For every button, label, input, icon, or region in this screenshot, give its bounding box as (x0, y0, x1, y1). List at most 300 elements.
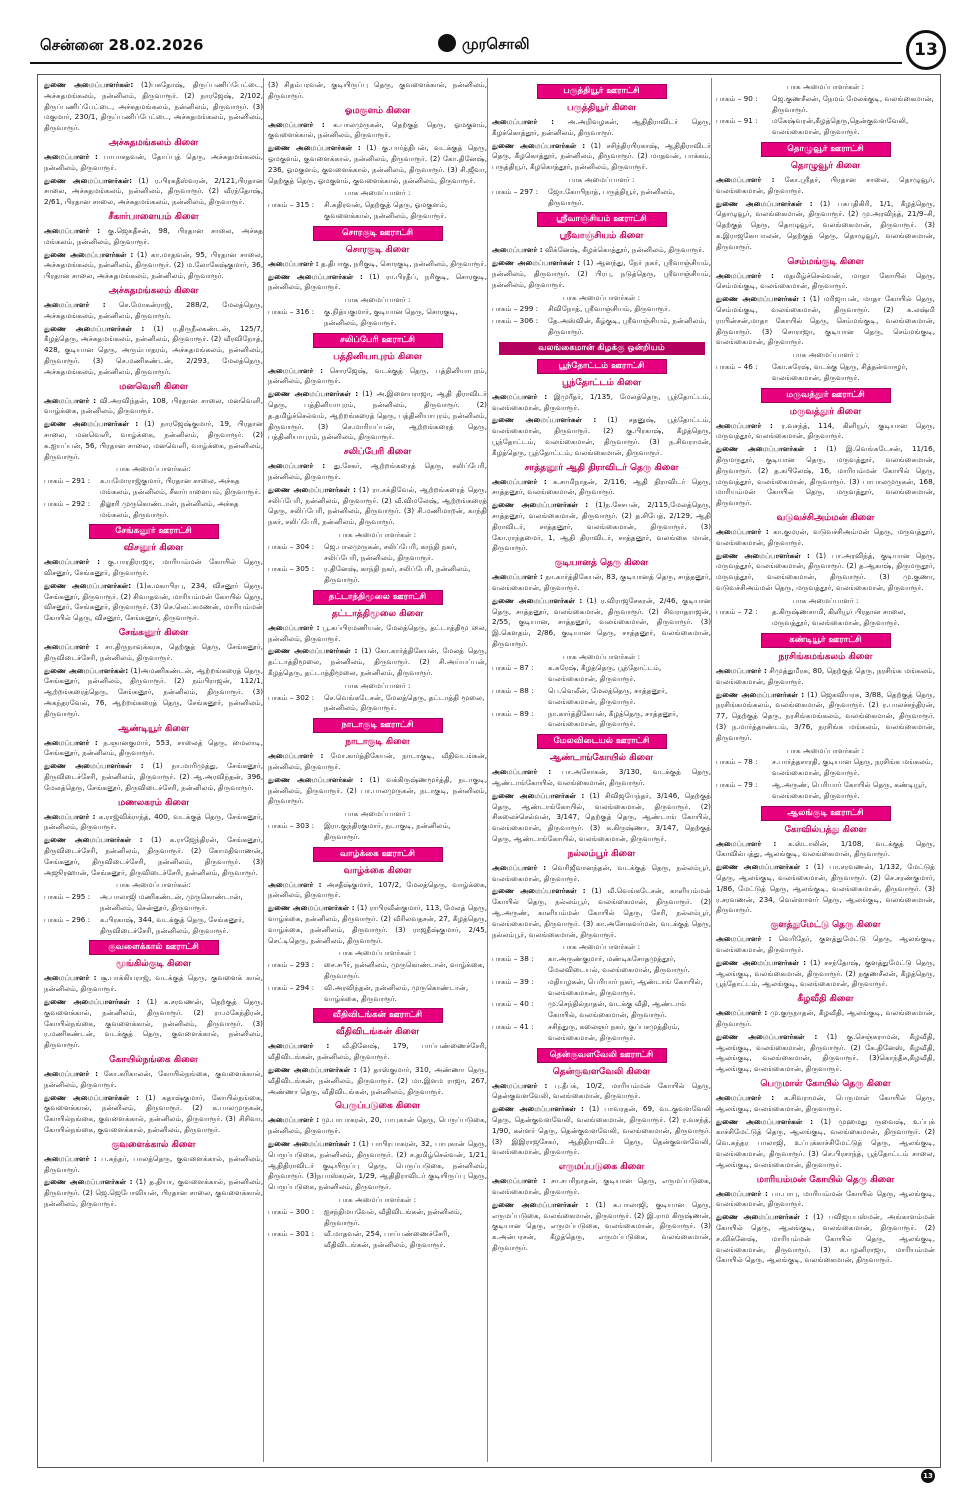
role-label: அமைப்பாளர் : (492, 117, 554, 126)
member-entry (44, 997, 263, 1051)
branch-heading: கோயில்நங்கை கிளை (109, 1054, 198, 1065)
booth-entry (492, 187, 711, 209)
branch-heading: அச்சுதமங்கலம் கிளை (108, 285, 199, 296)
role-label: அமைப்பாளர் : (492, 391, 548, 401)
role-label: துணை அமைப்பாளர்கள்: (44, 175, 132, 185)
member-entry (492, 791, 711, 845)
role-label: துணை அமைப்பாளர்கள்: (44, 80, 134, 89)
panchayat-heading: கண்டியூர் ஊராட்சி (761, 633, 891, 648)
booth-details: ஐசந்திமயவேல், வீதிவிடங்கன், நன்னிலம், திருவாரூர். (324, 1206, 463, 1227)
section-subheading: பாக அமைப்பாளர்கள் : (562, 292, 641, 302)
member-entry (268, 623, 487, 645)
booth-entry (492, 709, 711, 731)
role-label: அமைப்பாளர் : (716, 666, 767, 676)
member-entry (268, 389, 487, 443)
sun-emblem-icon (438, 34, 456, 52)
member-entry (268, 775, 487, 807)
member-details: த.திபாகு, நரிகுடி, சொரகுடி, நன்னிலம், திருவாரூர். (320, 258, 487, 268)
member-entry (492, 500, 711, 554)
member-details: (1) க.ராஜேந்திரன், சேங்கனூர், திருவிடைச்சேரி, நன்னிலம், திருவாரூர். (2) கோமதிவாணன், சேங்கனூர், திருவிடைச்சேரி, நன்னிலம், திருவாரூர். (3) அஜூரஹான், சேங்கனூர், திருவிடைச்சேரி, நன்னிலம், திருவாரூர். (44, 835, 263, 877)
role-label: துணை அமைப்பாளர்கள் : (492, 258, 580, 268)
newspaper-logo (438, 34, 530, 55)
branch-heading: அச்சுதமங்கலம் கிளை (108, 137, 199, 148)
section-subheading: பாக அமைப்பாளர்கள் : (338, 948, 417, 958)
booth-entry (268, 821, 487, 843)
branch-heading: நாடாகுடி கிளை (345, 737, 410, 748)
member-details: (1) ர.திருநீலகண்டன், 125/7, கீழத்தெரு, அச்சுதமங்கலம், நன்னிலம், திருவாரூர். (2) வீரவிநோத், 428, குடியான தெரு, அரும்பாதரம், அச்சுதமங்கலம், நன்னிலம், திருவாரூர். (3) செ.மணிகண்டன், 2/293, மேலத்தெரு, அச்சுதமங்கலம், நன்னிலம், திருவாரூர். (44, 323, 263, 376)
role-label: துணை அமைப்பாளர்கள் : (492, 886, 586, 896)
section-subheading: பாக அமைப்பாளர் : (344, 295, 411, 305)
member-entry (268, 80, 487, 102)
role-label: அமைப்பாளர் : (492, 1176, 546, 1186)
booth-entry (492, 686, 711, 708)
booth-entry (268, 1229, 487, 1251)
branch-heading: குடியானத் தெரு கிளை (554, 558, 649, 569)
member-details: (1) பசுபதிகிரி, 1/1, கீழத்தெரு, தொழுவூர், வலங்கைமான், திருவாரூர். (2) மு.அரவிந்த், 21/9–சி, தெற்குத் தெரு, தொழுவூர், வலங்கைமான், திருவாரூர். (3) க.இராஜகோபாலன், தெற்குத் தெரு, தொழுவூர், வலங்கைமான், திருவாரூர். (716, 198, 935, 251)
section-subheading: பாக அமைப்பாளர்கள் : (562, 651, 641, 661)
booth-details: மதியழகன், பெரியார் நகர், ஆண்டாங் கோயில், வலங்கைமான், திருவாரூர். (548, 976, 703, 997)
branch-heading: குவளைக்கால் கிளை (111, 1139, 196, 1150)
branch-heading: மருவத்தூர் கிளை (789, 406, 862, 417)
booth-number: பாகம் – 303 : (268, 821, 315, 831)
panchayat-heading: பருத்தியூர் ஊராட்சி (537, 84, 667, 99)
role-label: அமைப்பாளர் : (44, 1068, 98, 1078)
role-label: அமைப்பாளர் : (716, 1008, 768, 1018)
panchayat-heading: தட்டாத்திமூலை ஊராட்சி (313, 590, 443, 605)
member-entry (492, 477, 711, 499)
booth-entry (268, 564, 487, 586)
booth-details: சிவிநோத், ஸ்ரீவாஞ்சியம், திருவாரூர். (548, 304, 671, 314)
section-subheading: பாக அமைப்பாளர்கள்: (116, 880, 191, 890)
branch-heading: சலிப்பேரி கிளை (343, 447, 412, 458)
member-details: (1) ர.பிரகதீஸ்வரன், 2/121,பிரதான சாலை, அச்சுதமங்கலம், நன்னிலம், திருவாரூர். (2) வீரந்தோஷ், 2/61, பிரதான சாலை, அச்சுதமங்கலம், நன்னிலம், திருவாரூர். (44, 175, 263, 207)
booth-entry (268, 1207, 487, 1229)
role-label: அமைப்பாளர் : (44, 557, 101, 567)
booth-number: பாகம் – 38 : (492, 954, 534, 964)
member-entry (492, 767, 711, 789)
role-label: துணை அமைப்பாளர்கள் : (716, 1116, 814, 1126)
section-subheading: பாக அமைப்பாளர்கள் : (786, 82, 865, 91)
booth-number: பாகம் – 292 : (44, 498, 91, 508)
booth-number: பாகம் – 304 : (268, 541, 315, 551)
member-entry (268, 903, 487, 946)
branch-heading: தென்குவளவேலி கிளை (552, 1066, 651, 1077)
branch-heading: சேங்கனூர் கிளை (118, 628, 189, 639)
booth-entry (492, 977, 711, 999)
role-label: துணை அமைப்பாளர்கள் : (44, 1177, 133, 1187)
member-details: (1) த.தியா, குவளைக்கால், நன்னிலம், திருவாரூர். (2) ஜெ.ஜெபோவியன், பிரதான சாலை, குவளைக்கால், நன்னிலம், திருவாரூர். (44, 1177, 263, 1208)
member-details: வி.அரவிந்தன், 108, பிரதான சாலை, மனவெளி, வாழ்க்கை, நன்னிலம், திருவாரூர். (44, 395, 263, 416)
column-divider (487, 78, 488, 1462)
booth-number: பாகம் – 40 : (492, 999, 534, 1009)
role-label: அமைப்பாளர் : (268, 461, 326, 471)
member-entry (716, 862, 935, 916)
union-heading: வலங்கைமான் கிழக்கு ஒன்றியம் (499, 342, 705, 355)
booth-details: நா.கார்த்திகேயன், கீழத்தெரு, சாத்தனூர், வலங்கைமான், திருவாரூர். (548, 708, 679, 729)
branch-heading: ஓமகுளம் கிளை (344, 105, 411, 116)
member-details: வெரிஜீவானந்தன், வடக்குத் தெரு, நல்லம்பூர், வலங்கைமான், திருவாரூர். (492, 862, 711, 883)
member-details: சா.சபரிநாதன், குடியான தெரு, எருமப்படுகை, வலங்கைமான், திருவாரூர். (492, 1176, 711, 1196)
member-details: மு.பாபாகரன், 20, பாபுகான் தெரு, பெருப்படுகை, நன்னிலம், திருவாரூர். (268, 1115, 487, 1136)
branch-heading: விசனூர் கிளை (123, 543, 184, 554)
member-details: ந.ஞானகுமார், 553, சாலைத் தெரு, மைலாடி, சேங்கனூர், நன்னிலம், திருவாரூர். (44, 737, 263, 758)
member-details: (1) சதனுஷ், பூந்தோட்டம், வலங்கைமான், திருவாரூர். (2) கு.பிரகாஷ், கீழத்தெரு, பூந்தோட்டம், வலங்கைமான், திருவாரூர். (3) ந.சிவராமன், கீழத்தெரு, பூந்தோட்டம், வலங்கைமான், திருவாரூர். (492, 415, 711, 457)
role-label: அமைப்பாளர் : (268, 258, 319, 268)
member-entry (44, 835, 263, 878)
booth-number: பாகம் – 89 : (492, 708, 534, 718)
member-details: விக்னேஷ், கீழக்கொத்தூர், நன்னிலம், திருவாரூர். (544, 245, 705, 255)
panchayat-heading: மேலவிடையல் ஊராட்சி (537, 734, 667, 749)
branch-heading: பருத்தியூர் கிளை (566, 103, 637, 113)
role-label: துணை அமைப்பாளர்கள் : (268, 389, 359, 399)
member-entry (716, 1093, 935, 1115)
member-details: (1) க.பாலாஜி, குடியான தெரு, எருமப்படுகை, வலங்கைமான், திருவாரூர். (2) இ.ராம கிருஷ்ணன், குடியான தெரு, எருமப்படுகை, வலங்கைமான், திருவாரூர். (3) க.அன்பரசன், கீழத்தெரு, எருமப்படுகை, வலங்கைமான், திருவாரூர். (492, 1199, 711, 1252)
member-entry (716, 527, 935, 549)
member-details: கு.ஜெகதீசன், 98, பிரதான சாலை, அச்சுத மங்கலம், நன்னிலம், திருவாரூர். (44, 225, 263, 246)
member-entry (492, 1200, 711, 1254)
booth-number: பாகம் – 294 : (268, 982, 315, 992)
booth-entry (268, 307, 487, 329)
role-label: அமைப்பாளர் : (44, 737, 98, 747)
section-subheading: பாக அமைப்பாளர் : (792, 595, 859, 605)
column-1 (44, 80, 263, 1460)
booth-details: க.பிரகாஷ், 344, வடக்குத் தெரு, சேங்கனூர், திருவிடைச்சேரி, நன்னிலம், திருவாரூர். (100, 914, 245, 935)
role-label: துணை அமைப்பாளர்கள் : (268, 484, 356, 494)
booth-number: பாகம் – 41 : (492, 1022, 534, 1031)
booth-entry (268, 960, 487, 982)
member-entry (716, 1189, 935, 1211)
role-label: துணை அமைப்பாளர்கள் : (716, 957, 807, 967)
booth-details: ச.பார்த்தசாரதி, குடியான தெரு, நரசிங்க மங்கலம், வலங்கைமான், திருவாரூர். (772, 757, 933, 778)
member-entry (716, 1008, 935, 1030)
role-label: துணை அமைப்பாளர்கள் : (716, 1212, 809, 1222)
booth-details: செ.வெங்கடேசன், மேலத்தெரு, தட்டாத்தி மூலை, நன்னிலம், திருவாரூர். (324, 692, 485, 713)
member-details: (1) இ.வெங்கடேசன், 11/16, திருமருதூர், குடியான தெரு, மருவத்தூர், வலங்கைமான், திருவாரூர். (2) த.கபிலேஷ், 16, மாரியம்மன் கோயில் தெரு, மருவத்தூர், வலங்கைமான், திருவாரூர். (3) பாபாலமுருகன், 168, மாரியம்மன் கோயில் தெரு, மருவத்தூர், வலங்கைமான், திருவாரூர். (716, 444, 935, 508)
booth-number: பாகம் – 299 : (492, 304, 539, 314)
member-entry (492, 886, 711, 940)
panchayat-heading: தொழுவூர் ஊராட்சி (761, 142, 891, 157)
member-entry (716, 1032, 935, 1075)
booth-details: மகேஷ்வரன்,கீழத்தெரு,தென்குவளவேலி, வலங்கைமான், திருவாரூர். (772, 116, 909, 137)
member-entry (268, 461, 487, 483)
role-label: அமைப்பாளர் : (44, 1153, 97, 1163)
branch-heading: பூந்தோட்டம் கிளை (561, 377, 642, 388)
booth-number: பாகம் – 316 : (268, 306, 315, 316)
role-label: துணை அமைப்பாளர்கள் : (716, 689, 805, 699)
booth-number: பாகம் – 302 : (268, 692, 315, 702)
member-entry (44, 581, 263, 624)
member-details: (1) வக்கிருஷ்ணமூர்த்தி, நடாகுடி, நன்னிலம், திருவாரூர். (2) பா.பாலமுருகன், நடாகுடி, நன்னிலம், திருவாரூர். (268, 774, 487, 806)
member-details: (1) மரிஜாபன், மாதா கோயில் தெரு, செம்மங்குடி, வலங்கைமான், திருவாரூர். (2) க.லஷ்மி ராபின்சன்,மாதா கோயில் தெரு, செம்மங்குடி, வலங்கைமான், திருவாரூர். (3) சொராஜா, குடியான தெரு, செம்மங்குடி, வலங்கைமான், திருவாரூர். (716, 294, 935, 347)
role-label: துணை அமைப்பாளர்கள் : (716, 550, 810, 560)
member-details: (1) ராபிரவீன்குமார், 113, மேலத் தெரு, வாழ்க்கை, நன்னிலம், திருவாரூர். (2) வீரிலவதசன், 27, கீழத்தெரு, வாழ்க்கை, நன்னிலம், திருவாரூர். (3) ராஜதீஷ்குமார், 2/45, செட்டிதெரு, நன்னிலம், திருவாரூர். (268, 903, 487, 945)
branch-heading: பெருப்படுகை கிளை (335, 1101, 420, 1112)
role-label: துணை அமைப்பாளர்கள் : (492, 500, 589, 510)
member-details: (1) சிவிஜயேந்தர், 3/146, தெற்குத் தெரு, ஆண்டாங்கோயில், வலங்கைமான், திருவாரூர். (2) சிகலைச்செல்வன், 3/147, தெற்குத் தெரு, ஆண்டாங் கோயில், வலங்கைமான், திருவாரூர். (3) க.கிருஷ்ணா, 3/147, தெற்குத் தெரு, ஆண்டாங்கோயில், வலங்கைமான், திருவாரூர். (492, 790, 711, 844)
role-label: துணை அமைப்பாளர்கள் : (44, 835, 143, 845)
branch-heading: கோவில்பத்து கிளை (784, 824, 867, 835)
member-details: (1) பா.அரவிந்த், குடியான தெரு, மருவத்தூர், வலங்கைமான், திருவாரூர். (2) த.ஆகாஷ், திருமருதூர், மருவத்தூர், வலங்கைமான், திருவாரூர். (3) மு.குணா, வடுவச்சிஅம்மன் தெரு, மருவத்தூர், வலங்கைமான், திருவாரூர். (716, 550, 935, 592)
member-entry (716, 1212, 935, 1266)
role-label: அமைப்பாளர் : (716, 526, 769, 536)
member-entry (268, 880, 487, 902)
branch-heading: சீகார்பாளையம் கிளை (108, 211, 199, 222)
member-entry (268, 259, 487, 270)
role-label: அமைப்பாளர் : (716, 420, 773, 430)
booth-entry (268, 542, 487, 564)
booth-number: பாகம் – 90 : (716, 93, 758, 103)
edition-date: சென்னை 28.02.2026 (40, 36, 204, 54)
role-label: அமைப்பாளர் : (268, 879, 322, 889)
role-label: அமைப்பாளர் : (716, 934, 772, 944)
member-details: (1) கு.செஞ்சுராமன், கீழவீதி, ஆலங்குடி, வலங்கைமான், திருவாரூர். (2) கே.தினேஸ், கீழவீதி, ஆலங்குடி, வலங்கைமான், திருவாரூர். (3)கொந்தீசு,கீழவீதி, ஆலங்குடி, வலங்கைமான், திருவாரூர். (716, 1031, 935, 1074)
masthead (0, 0, 972, 72)
panchayat-heading: ஆலங்குடி ஊராட்சி (761, 806, 891, 821)
member-details: (1) அ.இளையராஜா, ஆதி திராவிடர் தெரு, பத்தினியாபுரம், நன்னிலம், திருவாரூர். (2) த.தமிழ்ச்செல்வம், ஆற்றங்கரைத் தெரு, பத்தினியாபுரம், நன்னிலம், திருவாரூர். (3) செ.மாரியப்பன், ஆற்றங்கரைத் தெரு, பத்தினியாபுரம், நன்னிலம், திருவாரூர். (268, 389, 487, 442)
booth-details: அ.பாலாஜி மணிகண்டன், முருகொண்டான், நன்னிலம், சென்னூர், திருவாரூர். (100, 892, 243, 913)
member-details: ப.சுந்தர், பாலத்தெரு, குவளைக்கால், நன்னிலம், திருவாரூர். (44, 1153, 263, 1174)
role-label: துணை அமைப்பாளர்கள் : (268, 903, 355, 913)
member-details: சா.திருநாவுக்கரசு, தெற்குத் தெரு, சேங்கனூர், திருவிடைச்சேரி, நன்னிலம், திருவாரூர். (44, 642, 263, 662)
role-label: துணை அமைப்பாளர்கள்: (44, 580, 132, 590)
member-details: (1)க.மகாபிரபு, 234, விசனூர் தெரு, சேங்கனூர், திருவாரூர். (2) சிவாதவன், மாரியம்மன் கோயில் தெரு, விசனூர், சேங்கனூர், திருவாரூர். (3) செ.லெட்சுமணன், மாரியம்மன் கோயில் தெரு, விசனூர், சேங்கனூர், திருவாரூர். (44, 580, 263, 623)
role-label: துணை அமைப்பாளர்கள் : (716, 294, 806, 304)
booth-details: மு.செந்தில்நாதன், வடக்கு வீதி, ஆண்டாங் கோயில், வலங்கைமான், திருவாரூர். (548, 999, 687, 1020)
member-details: (3) சிதம்பரவன், குடியிருப்பு தெரு, குவளைக்கால், நன்னிலம், திருவாரூர். (268, 80, 487, 100)
member-entry (268, 485, 487, 528)
member-entry (716, 199, 935, 253)
member-entry (716, 444, 935, 509)
booth-number: பாகம் – 301 : (268, 1229, 315, 1239)
branch-heading: மணலகரம் கிளை (118, 797, 189, 808)
branch-heading: சொரகுடி கிளை (345, 244, 410, 255)
role-label: துணை அமைப்பாளர்கள்: (44, 665, 129, 675)
role-label: துணை அமைப்பாளர்கள் : (268, 1138, 356, 1148)
role-label: அமைப்பாளர் : (492, 476, 547, 486)
booth-details: கா.அருண்குமார், மண்டிகசோதமுத்தூர், மேலவிடையல், வலங்கைமான், திருவாரூர். (548, 954, 690, 975)
member-entry (44, 666, 263, 720)
member-entry (716, 271, 935, 293)
member-details: கா.குமரன், வடுவச்சிஅம்மன் தெரு, மருவத்தூர், வலங்கைமான், திருவாரூர். (716, 526, 935, 547)
booth-details: திலூரி முருகொண்டான், நன்னிலம், அச்சுத மங்கலம், திருவாரூர். (100, 498, 239, 519)
branch-heading: வடுவச்சிஅம்மன் கிளை (776, 512, 875, 523)
member-entry (268, 366, 487, 388)
member-entry (492, 258, 711, 290)
role-label: துணை அமைப்பாளர்கள் : (492, 415, 597, 425)
booth-number: பாகம் – 91 : (716, 116, 758, 126)
member-details: (1) கதாஷ்குமார், கோயில்நங்கை, குவளைக்கால், நன்னிலம், திருவாரூர். (2) க.பாலமுருகன், கோயில்நங்கை, குவளைக்கால், நன்னிலம், திருவாரூர். (3) சிசிவா, கோயில்நங்கை, குவளைக்கால், நன்னிலம், திருவாரூர். (44, 1092, 263, 1134)
role-label: அமைப்பாளர் : (268, 622, 320, 632)
booth-number: பாகம் – 291 : (44, 476, 91, 486)
member-details: (1) நா.மாரிமுத்து, சேங்கனூர், திருவிடைச்சேரி, நன்னிலம், திருவாரூர். (2) ஆ.அரவிந்தன், 396, மேலத்தெரு, சேங்கனூர், திருவிடைச்சேரி, நன்னிலம், திருவாரூர். (44, 761, 263, 792)
member-details: வெரிதேர், குளத்துமேட்டு தெரு, ஆலங்குடி, வலங்கைமான், திருவாரூர். (716, 934, 935, 955)
booth-number: பாகம் – 297 : (492, 186, 539, 196)
member-details: வீ.தினேஷ், 179, பாப்பண்ணைச்சேரி, வீதிவிடங்கன், நன்னிலம், திருவாரூர். (268, 1041, 487, 1062)
member-details: சூ.பாக்கியராஜ், வடக்குத் தெரு, குவளைக் கால், நன்னிலம், திருவாரூர். (44, 973, 263, 994)
role-label: அமைப்பாளர் : (492, 245, 543, 255)
section-subheading: பாக அமைப்பாளர் : (344, 188, 411, 198)
section-subheading: பாக அமைப்பாளர் : (344, 809, 411, 819)
branch-heading: வீதிவிடங்கன் கிளை (336, 1027, 419, 1038)
role-label: துணை அமைப்பாளர்கள் : (44, 997, 140, 1006)
member-details: பு.தீபக், 10/2, மாரியம்மன் கோயில் தெரு, தென்குவளவேலி, வலங்கைமான், திருவாரூர். (492, 1080, 711, 1101)
member-details: (1) க.சரவணன், தெற்குத் தெரு, குவளைக்கால், நன்னிலம், திருவாரூர். (2) ரா.மகேந்திரன், கோயில்நங்கை, குவளைக்கால், நன்னிலம், திருவாரூர். (3) ர.மணிகண்டன், வடக்குத் தெரு, குவளைக்கால், நன்னிலம், திருவாரூர். (44, 997, 263, 1050)
member-details: மதமிழ்ச்செல்வன், மாதா கோயில் தெரு, செம்மங்குடி, வலங்கைமான், திருவாரூர். (716, 270, 935, 291)
section-subheading: பாக அமைப்பாளர்கள் : (786, 745, 865, 755)
member-entry (44, 738, 263, 760)
panchayat-heading: குவளைக்கால் ஊராட்சி (89, 940, 219, 955)
member-entry (492, 415, 711, 458)
booth-details: சி.சுதிரவன், தெற்குத் தெரு, ஓமகுளம், குவளைக்கால், நன்னிலம், திருவாரூர். (324, 200, 448, 220)
booth-details: த.கிருஷ்ணசாமி, கிளியூர் பிரதான சாலை, மருவத்தூர், வலங்கைமான், திருவாரூர். (772, 607, 906, 628)
role-label: துணை அமைப்பாளர்கள் : (44, 1092, 139, 1102)
member-details: (1) கோ.கார்த்திகேயன், மேலத் தெரு, தட்டாத்திமூலை, நன்னிலம், திருவாரூர். (2) சி.அய்யப்பன், கீழத்தெரு, தட்டாத்திமூலை, நன்னிலம், திருவாரூர். (268, 646, 487, 678)
branch-heading: மனவெளி கிளை (119, 381, 188, 392)
member-entry (492, 1104, 711, 1158)
booth-entry (492, 316, 711, 338)
member-details: (1) ரா.சக்திவேல், ஆற்றங்கரைத் தெரு, சலிப்பேரி, நன்னிலம், திருவாரூர். (2) வீ.விமலேஷ், ஆற்றங்கரைத் தெரு, சலிப்பேரி, நன்னிலம், திருவாரூர். (3) சி.மணிமாறன், காந்தி நகர், சலிப்பேரி, நன்னிலம், திருவாரூர். (268, 484, 487, 527)
member-details: (1) ரா.பிரதீப், நரிகுடி, சொரகுடி, நன்னிலம், திருவாரூர். (268, 271, 487, 292)
booth-entry (268, 693, 487, 715)
member-entry (268, 1065, 487, 1097)
booth-number: பாகம் – 88 : (492, 686, 534, 696)
booth-entry (268, 983, 487, 1005)
booth-entry (268, 200, 487, 222)
branch-heading: எருமப்படுகை கிளை (558, 1162, 645, 1173)
role-label: துணை அமைப்பாளர்கள் : (268, 271, 363, 281)
booth-entry (492, 663, 711, 685)
booth-details: வி.அரவிந்தன், நன்னிலம், முருகொண்டான், வாழ்க்கை, திருவாரூர். (324, 982, 469, 1003)
role-label: துணை அமைப்பாளர்கள் : (716, 198, 813, 208)
member-entry (492, 1176, 711, 1198)
role-label: அமைப்பாளர் : (44, 811, 96, 821)
member-details: ர.வசந்த், 114, கிளியூர், குடியான தெரு, மருவத்தூர், வலங்கைமான், திருவாரூர். (716, 420, 935, 441)
booth-entry (492, 304, 711, 315)
role-label: துணை அமைப்பாளர்கள் : (716, 862, 809, 872)
member-entry (44, 1177, 263, 1209)
member-details: (1)பசுதோஷ், திருப்பணிப்பேட்டை, அச்சுதமங்கலம், நன்னிலம், திருவாரூர். (2) நாரஜேஷ், 2/102, திருப்பணிப்பேட்டை, அச்சுதமங்கலம், நன்னிலம், திருவாரூர். (3) மகுமார், 230/1, திருப்பணிப்பேட்டை, அச்சுதமங்கலம், நன்னிலம், திருவாரூர். (44, 80, 263, 133)
panchayat-heading: ஸ்ரீவாஞ்சியம் ஊராட்சி (537, 212, 667, 227)
column-3 (492, 80, 711, 1460)
booth-details: க.சுரேஷ், கீழத்தெரு, பூந்தோட்டம், வலங்கைமான், திருவாரூர். (548, 663, 662, 684)
member-details: பூ.கப்பிரமணியன், மேலத்தெரு, தட்டாத்திமூ லை, நன்னிலம், திருவாரூர். (268, 622, 487, 643)
role-label: துணை அமைப்பாளர்கள் : (716, 1031, 818, 1041)
section-subheading: பாக அமைப்பாளர்கள் : (338, 529, 417, 539)
member-details: (1) சசந்தோஷ், குளத்துமேட்டு தெரு, ஆலங்குடி, வலங்கைமான், திருவாரூர். (2) நகுணசீலன், கீழத்தெரு, பூந்தோட்டம், ஆலங்குடி, வலங்கைமான், திருவாரூர். (716, 957, 935, 989)
section-subheading: பாக அமைப்பாளர்கள் : (338, 1194, 417, 1204)
panchayat-heading: சேங்கனூர் ஊராட்சி (89, 524, 219, 539)
member-entry (268, 1139, 487, 1193)
member-details: (1) கா.மாதவன், 95, பிரதான சாலை, அச்சுதமங்கலம், நன்னிலம், திருவாரூர். (2) ம.லோகேஷ்குமார், 36, பிரதான சாலை, அச்சுதமங்கலம், நன்னிலம், திருவாரூர். (44, 249, 263, 281)
role-label: அமைப்பாளர் : (716, 270, 774, 280)
member-entry (716, 690, 935, 744)
role-label: துணை அமைப்பாளர்கள் : (44, 249, 134, 259)
booth-number: பாகம் – 306 : (492, 316, 539, 326)
member-entry (44, 1093, 263, 1136)
member-details: நா.கார்த்திகேயன், 83, குடியானத் தெரு, சாத்தனூர், வலங்கைமான், திருவாரூர். (492, 572, 711, 592)
booth-entry (716, 780, 935, 802)
role-label: அமைப்பாளர் : (716, 1188, 768, 1198)
branch-heading: மூங்கில்குடி கிளை (116, 959, 191, 970)
booth-entry (44, 499, 263, 521)
member-entry (716, 958, 935, 990)
member-details: க.சாமிநாதன், 2/116, ஆதி திராவிடர் தெரு, சாத்தனூர், வலங்கைமான், திருவாரூர். (492, 476, 711, 497)
member-entry (492, 596, 711, 650)
panchayat-heading: சலிப்பேரி ஊராட்சி (313, 333, 443, 348)
booth-details: வீ.மாதவன், 254, பாப்பண்ணைச்சேரி, வீதிவிடங்கன், நன்னிலம், திருவாரூர். (324, 1229, 450, 1250)
branch-heading: ஆண்டியூர் கிளை (118, 723, 189, 734)
role-label: அமைப்பாளர் : (44, 225, 101, 235)
booth-number: பாகம் – 315 : (268, 200, 315, 210)
member-entry (44, 642, 263, 664)
masthead-rule (30, 62, 902, 64)
member-entry (44, 226, 263, 248)
member-entry (492, 141, 711, 173)
newspaper-name: முரசொலி (462, 35, 530, 53)
role-label: துணை அமைப்பாளர்கள் : (716, 444, 817, 454)
member-entry (716, 175, 935, 197)
booth-number: பாகம் – 295 : (44, 892, 91, 902)
panchayat-heading: பூந்தோட்டம் ஊராட்சி (537, 359, 667, 374)
role-label: அமைப்பாளர் : (44, 642, 99, 652)
member-entry (44, 761, 263, 793)
member-details: து.சேகர், ஆற்றங்கரைத் தெரு, சலிப்பேரி, நன்னிலம், திருவாரூர். (268, 461, 487, 481)
member-details: (1) பாபிரபாகரன், 32, பாபுகான் தெரு, பெருப்படுகை, நன்னிலம், திருவாரூர். (2) ச.தமிழ்செல்வன், 1/21, ஆதிதிராவிடர் குடியிருப்பு தெரு, பெருப்படுகை, நன்னிலம், திருவாரூர். (3)நபாஸ்கரன், 1/29, ஆதிதிராவிடர் குடியிருப்பு தெரு, பெருப்படுகை, நன்னிலம், திருவாரூர். (268, 1138, 487, 1192)
member-details: செ.மோகன்ராஜ், 288/2, மேலத்தெரு, அச்சுதமங்கலம், நன்னிலம், திருவாரூர். (44, 299, 263, 320)
member-entry (268, 1115, 487, 1137)
member-entry (268, 120, 487, 142)
branch-heading: தொழுவூர் கிளை (790, 160, 861, 171)
role-label: அமைப்பாளர் : (268, 1041, 330, 1051)
member-details: (1) நாரஜேஷ்குமார், 19, பிரதான சாலை, மனவெளி, வாழ்க்கை, நன்னிலம், திருவாரூர். (2) க.ஐயப்பன், 56, பிரதான சாலை, மனவெளி, வாழ்க்கை, நன்னிலம், திருவாரூர். (44, 419, 263, 461)
booth-details: க.யமோராஜ்குமார், பிரதான சாலை, அச்சுத மங்கலம், நன்னிலம், சீகார்பாளையம், திருவாரூர். (100, 476, 261, 496)
panchayat-heading: தென்குவளவேலி ஊராட்சி (537, 1048, 667, 1063)
role-label: துணை அமைப்பாளர்கள் : (492, 1104, 584, 1114)
booth-entry (492, 999, 711, 1021)
branch-heading: ஸ்ரீவாஞ்சியம் கிளை (559, 231, 644, 242)
booth-number: பாகம் – 296 : (44, 914, 91, 924)
member-entry (716, 1117, 935, 1171)
booth-number: பாகம் – 305 : (268, 564, 315, 574)
role-label: அமைப்பாளர் : (268, 751, 324, 761)
member-details: பா.அசோகன், 3/130, வடக்குத் தெரு, ஆண்டாங்கோயில், வலங்கைமான், திருவாரூர். (492, 767, 711, 788)
branch-heading: செம்மங்குடி கிளை (787, 256, 864, 267)
member-entry (44, 557, 263, 579)
member-entry (716, 421, 935, 443)
member-details: மோ.கார்த்திகேயன், நாடாகுடி, வீதிவடங்கன், நன்னிலம், திருவாரூர். (268, 751, 487, 772)
member-details: (1) கு.பார்த்திபன், வடக்குத் தெரு, ஓமகுளம், குவளைக்கால், நன்னிலம், திருவாரூர். (2) கோ.தினேஷ், 236, ஓமகுளம், குவளைக்கால், நன்னிலம், திருவாரூர். (3) சி.ஜீவா, தெற்குத் தெரு, ஓமகுளம், குவளைக்கால், நன்னிலம், திருவாரூர். (268, 143, 487, 185)
member-details: க.சிவராமன், பெருமாள் கோயில் தெரு, ஆலங்குடி, வலங்கைமான், திருவாரூர். (716, 1092, 935, 1113)
booth-entry (492, 1022, 711, 1044)
member-entry (492, 1081, 711, 1103)
member-details: (1) பாவரதன், 69, வடகுவளவேலி தெரு, தென்குவளவேலி, வலங்கைமான், திருவாரூர். (2) ர.வசந்த், 1/90, கள்ளர் தெரு, தென்குவளவேலி, வலங்கைமான், திருவாரூர். (3) இஇராஜசேகர், ஆதிதிராவிடர் தெரு, தென்குவளவேலி, வலங்கைமான், திருவாரூர். (492, 1104, 711, 1157)
member-details: சிமுத்துமீரசு, 80, தெற்குத் தெரு, நரசிங்க மங்கலம், வலங்கைமான், திருவாரூர். (716, 666, 935, 686)
member-entry (268, 751, 487, 773)
booth-details: ஜெ.பாலமுருகன், சலிப்பேரி, காந்தி நகர், சலிப்பேரி, நன்னிலம், திருவாரூர். (324, 541, 457, 562)
member-details: (1) ர.விராஜசேகரன், 2/46, குடியான தெரு, சாத்தனூர், வலங்கைமான், திருவாரூர். (2) சிவராதராஜன், 2/55, குடியான, சாத்தனூர், வலங்கைமான், திருவாரூர். (3) இ.கௌதம், 2/86, குடியான தெரு, சாத்தனூர், வலங்கைமான், திருவாரூர். (492, 595, 711, 648)
booth-details: இரா.குந்திரகுமார், நடாகுடி, நன்னிலம், திருவாரூர். (324, 821, 451, 841)
booth-entry (716, 94, 935, 116)
booth-details: கு.நித்யகுமார், குடியான தெரு, சொரகுடி, நன்னிலம், திருவாரூர். (324, 306, 458, 327)
member-details: பா.பாபு, மாரியம்மன் கோயில் தெரு, ஆலங்குடி, வலங்கைமான், திருவாரூர். (716, 1188, 935, 1209)
booth-number: பாகம் – 79 : (716, 780, 758, 790)
booth-details: ர.தினேஷ், காந்தி நகர், சலிப்பேரி, நன்னிலம், திருவாரூர். (324, 564, 471, 585)
member-entry (492, 245, 711, 256)
branch-heading: வாழ்க்கை கிளை (343, 865, 412, 876)
member-details: மு.குருநாதன், கீழவீதி, ஆலங்குடி, வலங்கைமான், திருவாரூர். (716, 1008, 935, 1028)
branch-heading: மாரியம்மன் கோயில் தெரு கிளை (756, 1174, 895, 1185)
role-label: அமைப்பாளர் : (268, 365, 323, 375)
